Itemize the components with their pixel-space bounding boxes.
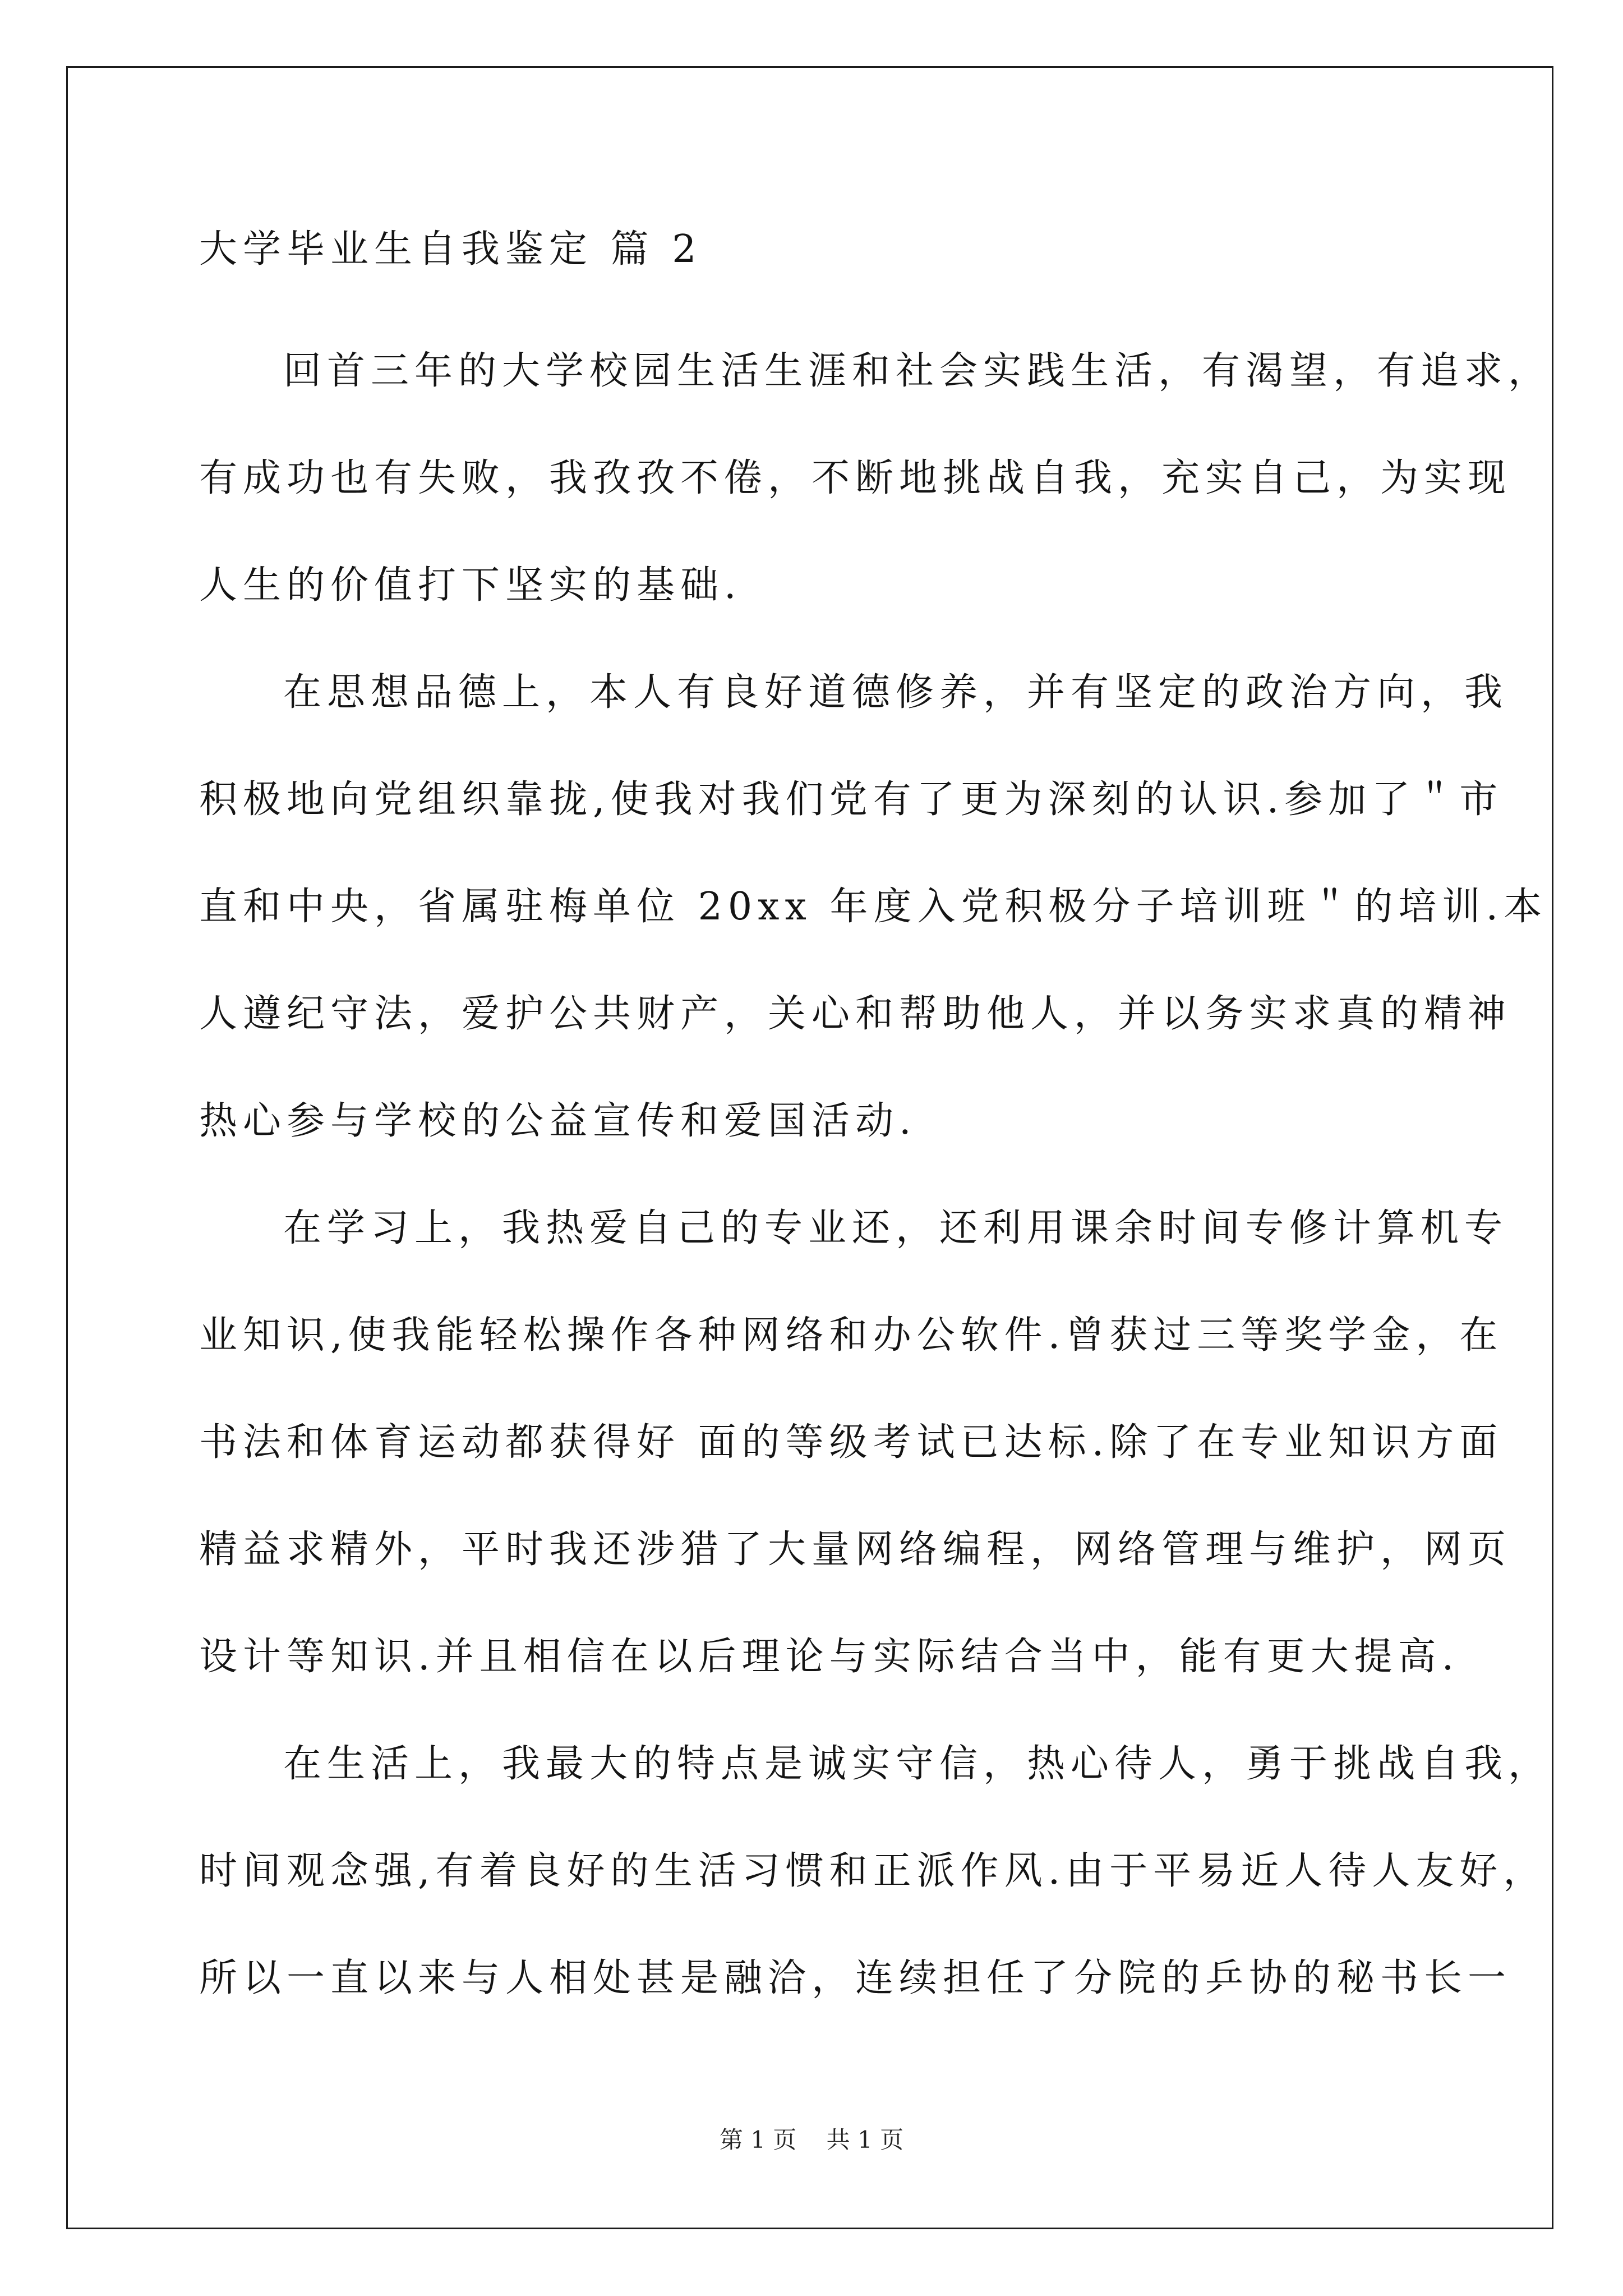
paragraph-2 (199, 639, 1548, 1175)
paragraph-line: 积极地向党组织靠拢,使我对我们党有了更为深刻的认识.参加了＂市 (199, 777, 1504, 822)
paragraph-line: 回首三年的大学校园生活生涯和社会实践生活，有渴望，有追求， (283, 349, 1552, 393)
paragraph-4 (199, 1710, 1552, 2032)
paragraph-line: 人生的价值打下坚实的基础. (199, 563, 742, 608)
paragraph-1 (199, 318, 1552, 639)
paragraph-line: 精益求精外，平时我还涉猎了大量网络编程，网络管理与维护，网页 (199, 1527, 1512, 1572)
paragraph-line: 直和中央，省属驻梅单位 20xx 年度入党积极分子培训班＂的培训.本 (199, 885, 1548, 929)
paragraph-line: 有成功也有失败，我孜孜不倦，不断地挑战自我，充实自己，为实现 (199, 456, 1512, 500)
paragraph-line: 时间观念强,有着良好的生活习惯和正派作风.由于平易近人待人友好， (199, 1849, 1547, 1893)
paragraph-line: 书法和体育运动都获得好 面的等级考试已达标.除了在专业知识方面 (199, 1420, 1504, 1465)
paragraph-3 (199, 1175, 1512, 1710)
paragraph-line: 热心参与学校的公益宣传和爱国活动. (199, 1099, 917, 1143)
page-total: 共 1 页 (826, 2126, 904, 2154)
paragraph-line: 在生活上，我最大的特点是诚实守信，热心待人，勇于挑战自我， (283, 1742, 1552, 1786)
page-footer (0, 2123, 1623, 2157)
paragraph-line: 在学习上，我热爱自己的专业还，还利用课余时间专修计算机专 (283, 1206, 1509, 1250)
paragraph-line: 业知识,使我能轻松操作各种网络和办公软件.曾获过三等奖学金，在 (199, 1313, 1504, 1358)
paragraph-line: 人遵纪守法，爱护公共财产，关心和帮助他人，并以务实求真的精神 (199, 992, 1512, 1036)
paragraph-line: 所以一直以来与人相处甚是融洽，连续担任了分院的乒协的秘书长一 (199, 1956, 1512, 2000)
page-number: 第 1 页 (719, 2126, 797, 2154)
document-title: 大学毕业生自我鉴定 篇 2 (199, 227, 702, 272)
paragraph-line: 在思想品德上，本人有良好道德修养，并有坚定的政治方向，我 (283, 670, 1509, 715)
document-body (199, 216, 1552, 2032)
paragraph-line: 设计等知识.并且相信在以后理论与实际结合当中，能有更大提高. (199, 1635, 1460, 1679)
